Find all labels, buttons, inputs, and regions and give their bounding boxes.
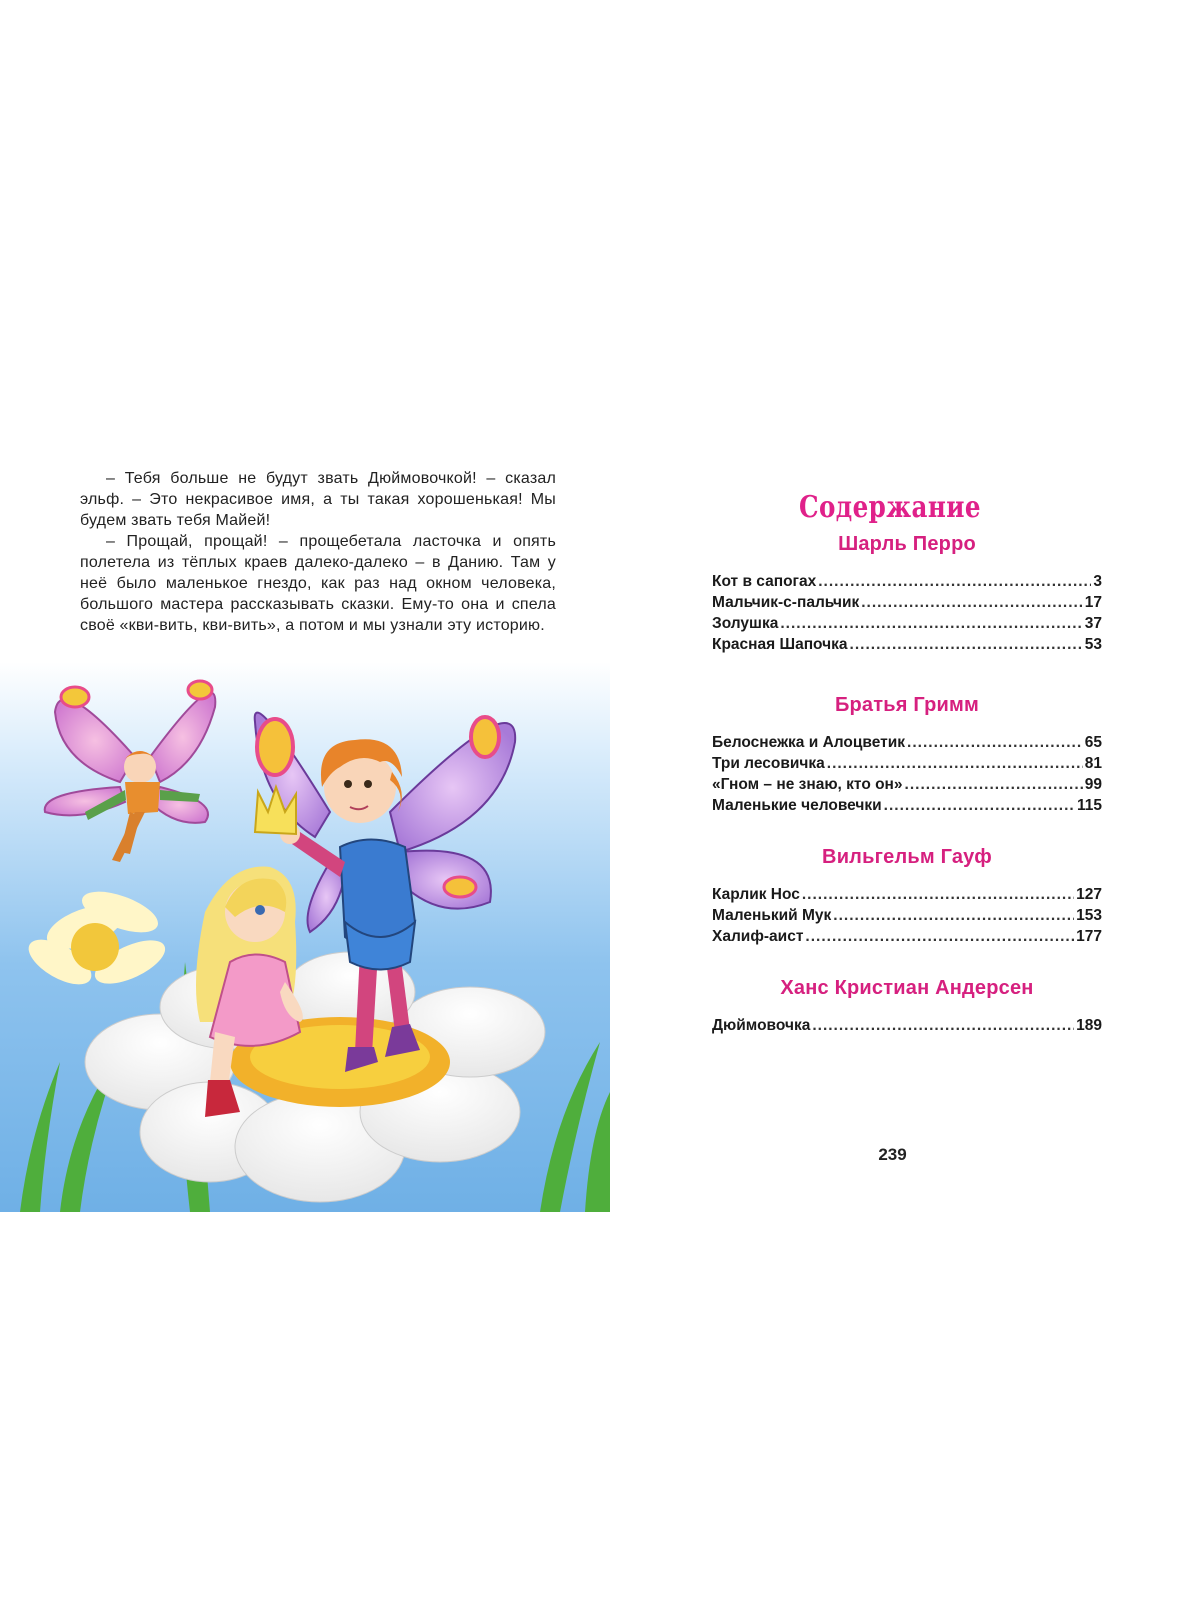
story-text — [80, 468, 556, 636]
author-heading: Шарль Перро — [838, 533, 976, 555]
toc-entry-title: Маленькие человечки — [712, 797, 882, 814]
toc-entry-title: Маленький Мук — [712, 907, 832, 924]
toc-entry[interactable] — [712, 926, 1102, 947]
story-paragraph-2: – Прощай, прощай! – прощебетала ласточка и опять полетела из тёплых краев далеко-далеко – в Данию. Там у неё было маленькое гнездо, как раз над окном человека, большого мастера рассказывать сказки. Ему-то она и спела своё «кви-вить, кви-вить», а потом и мы узнали эту историю. — [80, 533, 556, 634]
toc-entry-title: Дюймовочка — [712, 1017, 811, 1034]
toc-entry-page: 37 — [1084, 615, 1102, 632]
toc-section-perrault — [712, 533, 1102, 655]
leader-dots — [905, 774, 1083, 795]
toc-section-andersen — [712, 977, 1102, 1036]
toc-entry[interactable] — [712, 613, 1102, 634]
leader-dots — [802, 884, 1074, 905]
toc-entry-title: Мальчик-с-пальчик — [712, 594, 860, 611]
toc-section-grimm — [712, 694, 1102, 816]
leader-dots — [780, 613, 1082, 634]
author-heading: Ханс Кристиан Андерсен — [780, 977, 1034, 999]
toc-entry-page: 115 — [1076, 797, 1102, 814]
leader-dots — [884, 795, 1075, 816]
leader-dots — [850, 634, 1083, 655]
toc-entry-title: Белоснежка и Алоцветик — [712, 734, 906, 751]
toc-entry-title: Золушка — [712, 615, 779, 632]
fairy-tale-illustration-icon — [0, 662, 610, 1212]
toc-entry[interactable] — [712, 884, 1102, 905]
toc-entry-title: «Гном – не знаю, кто он» — [712, 776, 903, 793]
leader-dots — [805, 926, 1074, 947]
toc-entry-page: 177 — [1076, 928, 1102, 945]
toc-entry-page: 189 — [1076, 1017, 1102, 1034]
page-number: 239 — [878, 1145, 907, 1164]
toc-entry-page: 81 — [1084, 755, 1102, 772]
toc-entry-page: 3 — [1093, 573, 1102, 590]
leader-dots — [861, 592, 1083, 613]
toc-entry[interactable] — [712, 634, 1102, 655]
toc-entry[interactable] — [712, 795, 1102, 816]
toc-entry[interactable] — [712, 905, 1102, 926]
author-heading: Братья Гримм — [834, 694, 980, 716]
toc-entry-page: 17 — [1084, 594, 1102, 611]
toc-entry[interactable] — [712, 732, 1102, 753]
leader-dots — [812, 1015, 1074, 1036]
toc-entry-page: 153 — [1076, 907, 1102, 924]
toc-section-hauff — [712, 846, 1102, 947]
toc-entry-title: Карлик Нос — [712, 886, 800, 903]
toc-entry[interactable] — [712, 753, 1102, 774]
toc-title: Содержание — [798, 490, 982, 525]
leader-dots — [907, 732, 1083, 753]
toc-entry-title: Красная Шапочка — [712, 636, 848, 653]
toc-entry-title: Три лесовичка — [712, 755, 825, 772]
author-heading: Вильгельм Гауф — [822, 846, 992, 868]
leader-dots — [827, 753, 1083, 774]
toc-entry-title: Кот в сапогах — [712, 573, 817, 590]
toc-entry-page: 65 — [1084, 734, 1102, 751]
toc-entry-page: 99 — [1084, 776, 1102, 793]
leader-dots — [833, 905, 1074, 926]
story-paragraph-1: – Тебя больше не будут звать Дюймовочкой! – сказал эльф. – Это некрасивое имя, а ты такая хорошенькая! Мы будем звать тебя Майей! — [80, 470, 556, 529]
toc-entry[interactable] — [712, 571, 1102, 592]
toc-entry-page: 127 — [1076, 886, 1102, 903]
toc-entry[interactable] — [712, 592, 1102, 613]
right-page — [610, 0, 1200, 1600]
toc-entry-page: 53 — [1084, 636, 1102, 653]
leader-dots — [818, 571, 1091, 592]
toc-entry[interactable] — [712, 1015, 1102, 1036]
toc-entry-title: Халиф-аист — [712, 928, 804, 945]
toc-entry[interactable] — [712, 774, 1102, 795]
